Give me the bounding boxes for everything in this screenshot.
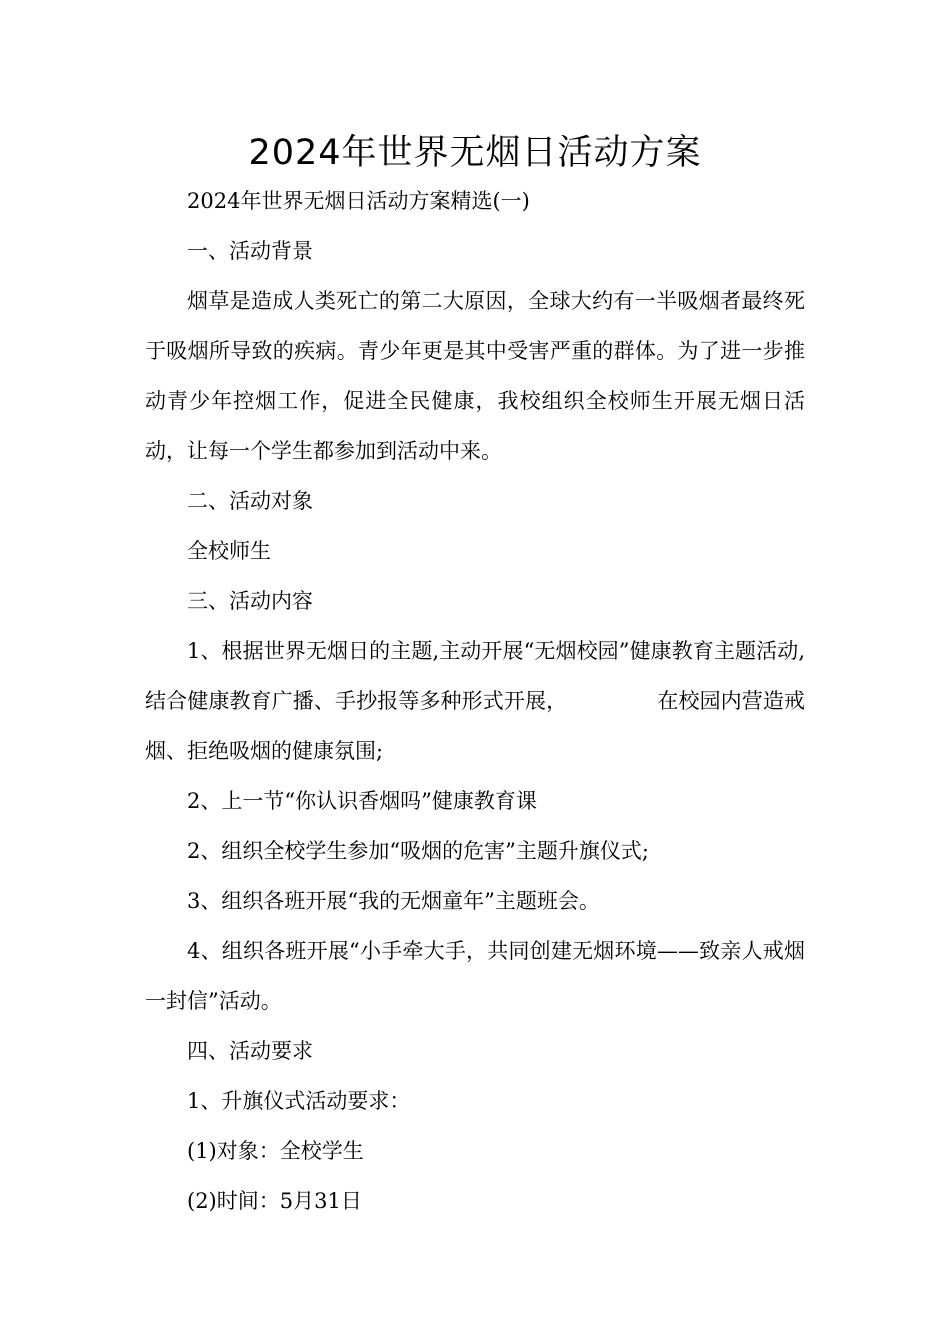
subtitle-paragraph: 2024年世界无烟日活动方案精选(一) (187, 189, 530, 213)
requirement-item-1: 1、升旗仪式活动要求： (187, 1089, 411, 1113)
document-body (145, 176, 805, 1226)
content-item-1 (145, 626, 805, 776)
section-heading-requirements: 四、活动要求 (187, 1039, 313, 1063)
requirement-subitem-2: (2)时间：5月31日 (187, 1189, 362, 1213)
section-heading-audience: 二、活动对象 (187, 489, 313, 513)
requirement-subitem-1: (1)对象：全校学生 (187, 1139, 364, 1163)
audience-paragraph: 全校师生 (187, 539, 271, 563)
content-item-4: 3、组织各班开展“我的无烟童年”主题班会。 (187, 889, 600, 913)
section-heading-background: 一、活动背景 (187, 239, 313, 263)
document-title: 2024年世界无烟日活动方案 (248, 133, 702, 173)
section-heading-content: 三、活动内容 (187, 589, 313, 613)
content-item-3: 2、组织全校学生参加“吸烟的危害”主题升旗仪式; (187, 839, 649, 863)
content-item-5: 4、组织各班开展“小手牵大手，共同创建无烟环境——致亲人戒烟一封信”活动。 (145, 939, 805, 1013)
content-item-1-part-b: 在校园内营造戒烟、拒绝吸烟的健康氛围; (145, 689, 806, 763)
content-item-1-part-a: 1、根据世界无烟日的主题,主动开展“无烟校园”健康教育主题活动,结合健康教育广播、手抄报等多种形式开展， (145, 639, 805, 713)
content-item-2: 2、上一节“你认识香烟吗”健康教育课 (187, 789, 537, 813)
background-paragraph: 烟草是造成人类死亡的第二大原因，全球大约有一半吸烟者最终死于吸烟所导致的疾病。青少年更是其中受害严重的群体。为了进一步推动青少年控烟工作，促进全民健康，我校组织全校师生开展无烟日活动，让每一个学生都参加到活动中来。 (145, 289, 805, 463)
